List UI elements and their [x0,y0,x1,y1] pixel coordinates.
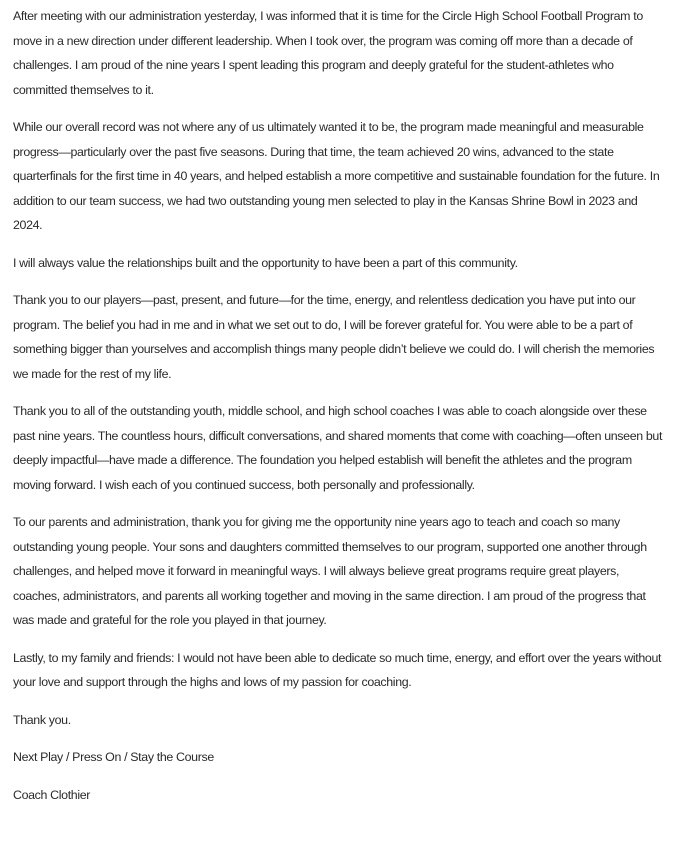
closing-thanks: Thank you. [13,712,71,727]
paragraph-family-friends: Lastly, to my family and friends: I would not have been able to dedicate so much time, energy, and effort over the years without your love and support through the highs and lows of my passion for coaching. [13,650,662,689]
paragraph-parents-administration: To our parents and administration, thank you for giving me the opportunity nine years ago to teach and coach so many outstanding young people. Your sons and daughters committed themselves to our program, supported one another through challenges, and helped move it forward in meaningful ways. I will always believe great programs require great players, coaches, administrators, and parents all working together and moving in the same direction. I am proud of the progress that was made and grateful for the role you played in that journey. [13,515,647,627]
paragraph-players: Thank you to our players—past, present, and future—for the time, energy, and relentless dedication you have put into our program. The belief you had in me and in what we set out to do, I will be forever grateful for. You were able to be a part of something bigger than yourselves and accomplish things many people didn’t believe we could do. I will cherish the memories we made for the rest of my life. [13,293,655,381]
paragraph-announcement: After meeting with our administration yesterday, I was informed that it is time for the Circle High School Football Program to move in a new direction under different leadership. When I took over, the program was coming off more than a decade of challenges. I am proud of the nine years I spent leading this program and deeply grateful for the student-athletes who committed themselves to it. [13,9,643,97]
signature-name: Coach Clothier [13,787,91,802]
closing-motto: Next Play / Press On / Stay the Course [13,750,214,764]
paragraph-coaches: Thank you to all of the outstanding youth, middle school, and high school coaches I was able to coach alongside over these past nine years. The countless hours, difficult conversations, and shared moments that come with coaching—often unseen but deeply impactful—have made a difference. The foundation you helped establish will benefit the athletes and the program moving forward. I wish each of you continued success, both personally and professionally. [13,404,663,492]
paragraph-progress: While our overall record was not where any of us ultimately wanted it to be, the program made meaningful and measurable progress—particularly over the past five seasons. During that time, the team achieved 20 wins, advanced to the state quarterfinals for the first time in 40 years, and helped establish a more competitive and sustainable foundation for the future. In addition to our team success, we had two outstanding young men selected to play in the Kansas Shrine Bowl in 2023 and 2024. [13,120,660,232]
paragraph-community: I will always value the relationships built and the opportunity to have been a part of this community. [13,255,518,270]
